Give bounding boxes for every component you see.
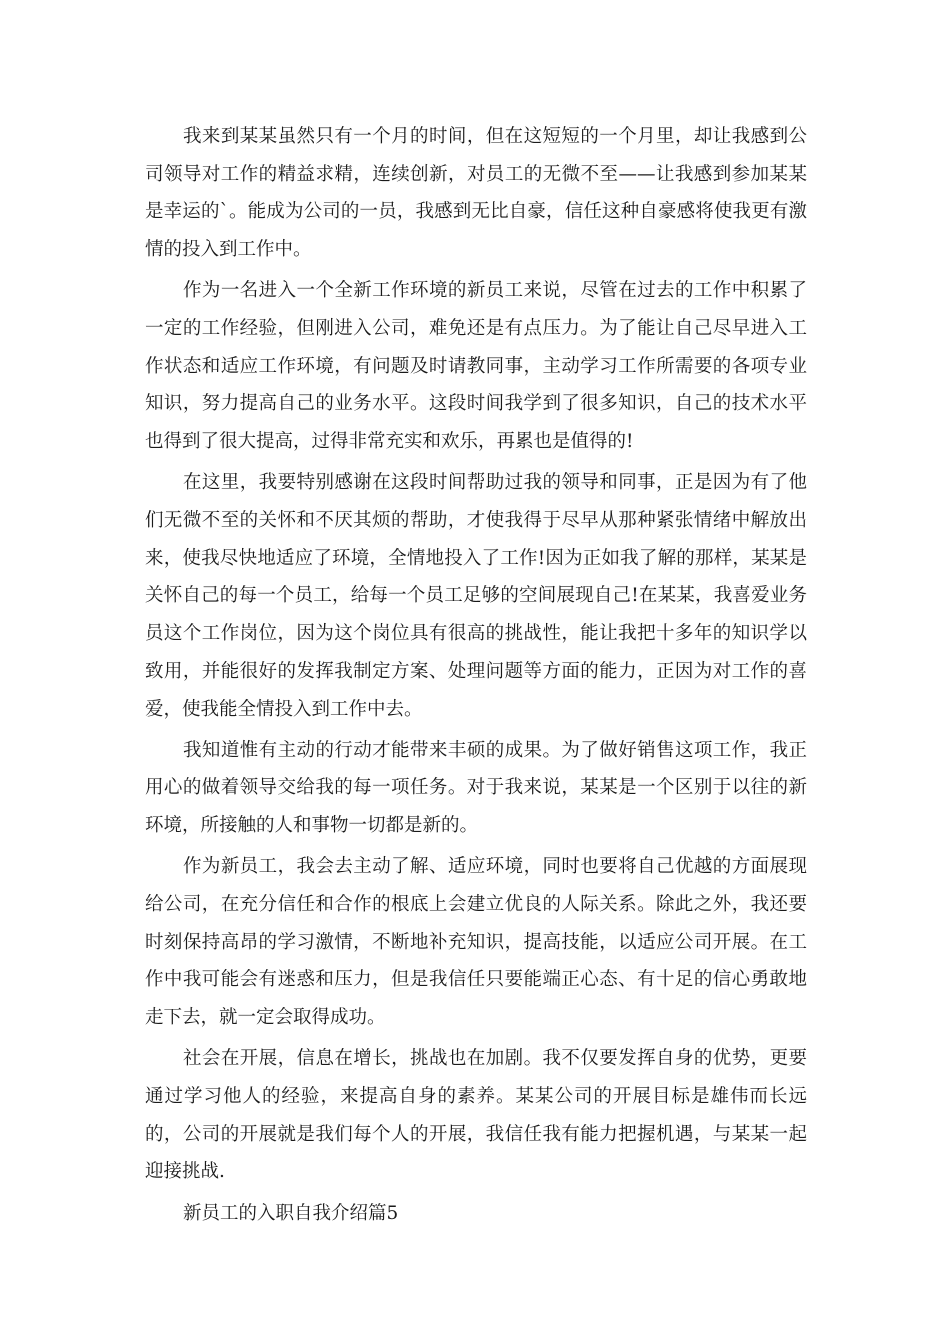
paragraph-3: 在这里，我要特别感谢在这段时间帮助过我的领导和同事，正是因为有了他们无微不至的关怀和不厌其烦的帮助，才使我得于尽早从那种紧张情绪中解放出来，使我尽快地适应了环境，全情地投入了工作!因为正如我了解的那样，某某是关怀自己的每一个员工，给每一个员工足够的空间展现自己!在某某，我喜爱业务员这个工作岗位，因为这个岗位具有很高的挑战性，能让我把十多年的知识学以致用，并能很好的发挥我制定方案、处理问题等方面的能力，正因为对工作的喜爱，使我能全情投入到工作中去。: [145, 472, 807, 720]
paragraph-5: 作为新员工，我会去主动了解、适应环境，同时也要将自己优越的方面展现给公司，在充分信任和合作的根底上会建立优良的人际关系。除此之外，我还要时刻保持高昂的学习激情，不断地补充知识，提高技能，以适应公司开展。在工作中我可能会有迷惑和压力，但是我信任只要能端正心态、有十足的信心勇敢地走下去，就一定会取得成功。: [145, 856, 807, 1029]
paragraph-4: 我知道惟有主动的行动才能带来丰硕的成果。为了做好销售这项工作，我正用心的做着领导交给我的每一项任务。对于我来说，某某是一个区别于以往的新环境，所接触的人和事物一切都是新的。: [145, 739, 807, 837]
paragraph-1: 我来到某某虽然只有一个月的时间，但在这短短的一个月里，却让我感到公司领导对工作的精益求精，连续创新，对员工的无微不至——让我感到参加某某是幸运的`。能成为公司的一员，我感到无比自豪，信任这种自豪感将使我更有激情的投入到工作中。: [145, 126, 807, 261]
paragraph-2: 作为一名进入一个全新工作环境的新员工来说，尽管在过去的工作中积累了一定的工作经验，但刚进入公司，难免还是有点压力。为了能让自己尽早进入工作状态和适应工作环境，有问题及时请教同事，主动学习工作所需要的各项专业知识，努力提高自己的业务水平。这段时间我学到了很多知识，自己的技术水平也得到了很大提高，过得非常充实和欢乐，再累也是值得的!: [145, 280, 807, 453]
document-body: [145, 118, 807, 1236]
paragraph-6: 社会在开展，信息在增长，挑战也在加剧。我不仅要发挥自身的优势，更要通过学习他人的经验，来提高自身的素养。某某公司的开展目标是雄伟而长远的，公司的开展就是我们每个人的开展，我信任我有能力把握机遇，与某某一起迎接挑战.: [145, 1048, 807, 1183]
section-heading: 新员工的入职自我介绍篇5: [183, 1202, 399, 1224]
